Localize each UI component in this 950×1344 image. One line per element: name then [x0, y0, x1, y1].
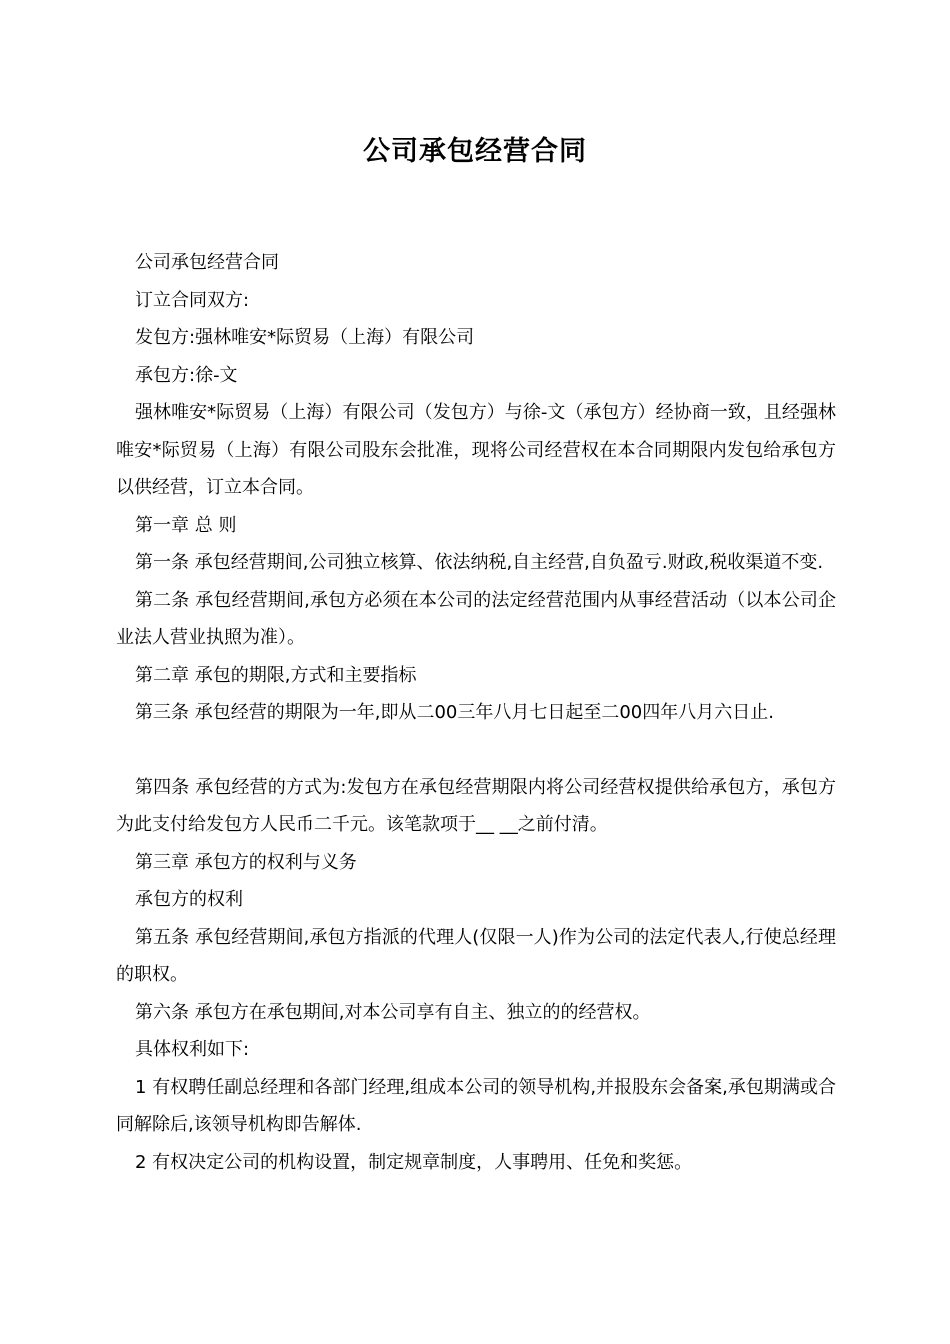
article-4: 第四条 承包经营的方式为:发包方在承包经营期限内将公司经营权提供给承包方，承包方为此支付给发包方人民币二千元。该笔款项于__ __之前付清。: [116, 776, 836, 835]
paragraph-party-b: 承包方:徐-文: [135, 364, 238, 386]
rights-list-item-2: 2 有权决定公司的机构设置，制定规章制度，人事聘用、任免和奖惩。: [135, 1151, 693, 1173]
document-body: [116, 244, 836, 1181]
section-contractor-rights: 承包方的权利: [135, 889, 243, 910]
document-title: 公司承包经营合同: [363, 136, 587, 167]
chapter-3-heading: 第三章 承包方的权利与义务: [135, 851, 357, 873]
chapter-2-heading: 第二章 承包的期限,方式和主要指标: [135, 664, 417, 686]
article-3: 第三条 承包经营的期限为一年,即从二00三年八月七日起至二00四年八月六日止.: [135, 702, 774, 723]
blank-line: [116, 732, 836, 769]
rights-list-item-1: 1 有权聘任副总经理和各部门经理,组成本公司的领导机构,并报股东会备案,承包期满或合同解除后,该领导机构即告解体.: [116, 1076, 836, 1135]
paragraph-parties-label: 订立合同双方:: [135, 289, 250, 311]
article-6: 第六条 承包方在承包期间,对本公司享有自主、独立的的经营权。: [135, 1001, 651, 1023]
article-5: 第五条 承包经营期间,承包方指派的代理人(仅限一人)作为公司的法定代表人,行使总经理的职权。: [116, 926, 836, 985]
article-1: 第一条 承包经营期间,公司独立核算、依法纳税,自主经营,自负盈亏.财政,税收渠道不变.: [135, 552, 824, 573]
paragraph-party-a: 发包方:强林唯安*际贸易（上海）有限公司: [135, 327, 475, 348]
rights-list-label: 具体权利如下:: [135, 1039, 250, 1060]
paragraph-heading: 公司承包经营合同: [135, 252, 279, 273]
paragraph-preamble: 强林唯安*际贸易（上海）有限公司（发包方）与徐-文（承包方）经协商一致，且经强林唯安*际贸易（上海）有限公司股东会批准，现将公司经营权在本合同期限内发包给承包方以供经营，订立本合同。: [116, 402, 836, 498]
chapter-1-heading: 第一章 总 则: [135, 514, 237, 536]
article-2: 第二条 承包经营期间,承包方必须在本公司的法定经营范围内从事经营活动（以本公司企业法人营业执照为准）。: [116, 589, 836, 648]
